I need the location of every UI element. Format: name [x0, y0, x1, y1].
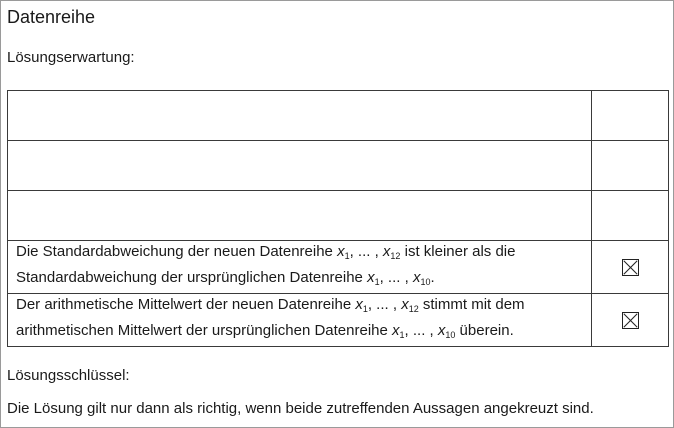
- option-text-4: Die Standardabweichung der neuen Datenreihe $x_1$, ... , $x_{12}$ ist kleiner als die Standardabweichung der ursprünglichen Datenreihe $x_1$, ... , $x_{10}$.: [8, 241, 592, 294]
- option-text-5: Der arithmetische Mittelwert der neuen Datenreihe $x_1$, ... , $x_{12}$ stimmt mit dem arithmetischen Mittelwert der ursprünglichen Datenreihe $x_1$, ... , $x_{10}$ überein.: [8, 294, 592, 347]
- checked-box-icon[interactable]: [622, 259, 639, 276]
- option-row-1: [8, 91, 669, 141]
- option-mark-1[interactable]: [592, 91, 669, 141]
- option-mark-2[interactable]: [592, 141, 669, 191]
- checked-box-icon[interactable]: [622, 312, 639, 329]
- loesungsschluessel-label: Lösungsschlüssel:: [7, 367, 130, 384]
- option-mark-3[interactable]: [592, 191, 669, 241]
- option-row-3: [8, 191, 669, 241]
- loesungserwartung-label: Lösungserwartung:: [7, 49, 135, 66]
- option-mark-5[interactable]: [592, 294, 669, 347]
- options-table: [7, 90, 669, 347]
- option-text-1: [8, 91, 592, 141]
- option-row-2: [8, 141, 669, 191]
- option-text-2: [8, 141, 592, 191]
- option-row-4: [8, 241, 669, 294]
- option-row-5: [8, 294, 669, 347]
- option-mark-4[interactable]: [592, 241, 669, 294]
- solution-rule-text: Die Lösung gilt nur dann als richtig, wenn beide zutreffenden Aussagen angekreuzt sind.: [7, 400, 594, 417]
- page-title: Datenreihe: [7, 7, 96, 27]
- option-text-3: [8, 191, 592, 241]
